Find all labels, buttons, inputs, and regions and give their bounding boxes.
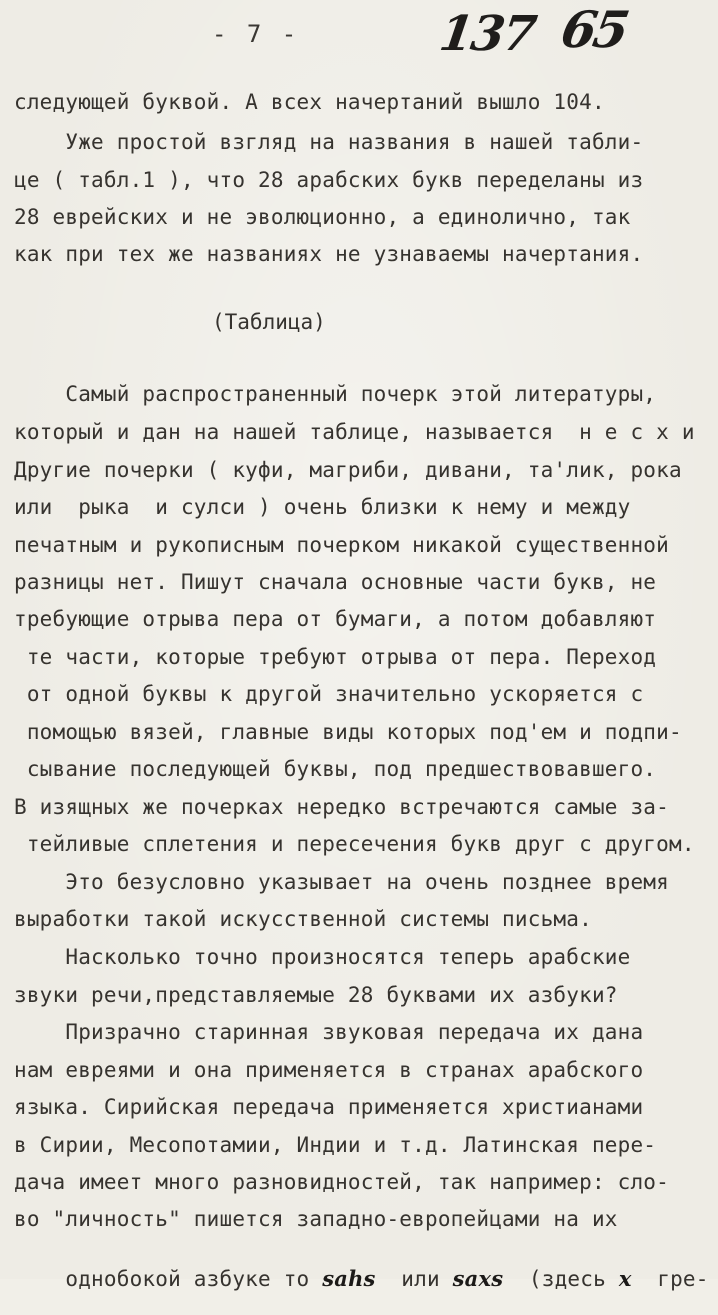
handwritten-folio-number: 65 xyxy=(556,0,631,59)
text-line: который и дан на нашей таблице, называется н е с х и xyxy=(14,420,695,444)
text-line: Насколько точно произносятся теперь арабские xyxy=(14,945,631,969)
text-line: во "личность" пишется западно-европейцами на их xyxy=(14,1207,618,1231)
text-line: сывание последующей буквы, под предшествовавшего. xyxy=(14,757,657,781)
last-line-or: или xyxy=(375,1267,453,1291)
text-line: выработки такой искусственной системы письма. xyxy=(14,907,592,931)
handwritten-word-sahs: sahs xyxy=(322,1266,376,1291)
text-line: следующей буквой. А всех начертаний вышло 104. xyxy=(14,90,605,114)
text-line: Уже простой взгляд на названия в нашей табли- xyxy=(14,130,644,154)
last-line-here: (здесь xyxy=(503,1267,619,1291)
text-line: звуки речи,представляемые 28 буквами их азбуки? xyxy=(14,983,618,1007)
text-line: дача имеет много разновидностей, так например: сло- xyxy=(14,1170,669,1194)
text-line: помощью вязей, главные виды которых под'ем и подпи- xyxy=(14,720,682,744)
last-line-start: однобокой азбуке то xyxy=(65,1267,323,1291)
last-line-end: гре- xyxy=(631,1267,709,1291)
text-line: печатным и рукописным почерком никакой существенной xyxy=(14,533,669,557)
text-line: нам евреями и она применяется в странах арабского xyxy=(14,1058,644,1082)
page-number: - 7 - xyxy=(212,20,300,48)
text-line: Призрачно старинная звуковая передача их дана xyxy=(14,1020,644,1044)
text-line: языка. Сирийская передача применяется христианами xyxy=(14,1095,644,1119)
text-line: от одной буквы к другой значительно ускоряется с xyxy=(14,682,644,706)
text-line: В изящных же почерках нередко встречаются самые за- xyxy=(14,795,669,819)
text-line: разницы нет. Пишут сначала основные части букв, не xyxy=(14,570,657,594)
text-line: тейливые сплетения и пересечения букв друг с другом. xyxy=(14,832,695,856)
text-line: те части, которые требуют отрыва от пера. Переход xyxy=(14,645,657,669)
text-line: це ( табл.1 ), что 28 арабских букв переделаны из xyxy=(14,168,644,192)
text-line: как при тех же названиях не узнаваемы начертания. xyxy=(14,242,644,266)
text-line: требующие отрыва пера от бумаги, а потом добавляют xyxy=(14,607,657,631)
handwritten-letter-x: x xyxy=(618,1266,632,1291)
text-line: Это безусловно указывает на очень позднее время xyxy=(14,870,669,894)
text-line: 28 еврейских и не эволюционно, а единолично, так xyxy=(14,205,631,229)
handwritten-archive-number: 137 xyxy=(436,6,539,62)
text-line: в Сирии, Месопотамии, Индии и т.д. Латинская пере- xyxy=(14,1133,657,1157)
table-caption: (Таблица) xyxy=(212,310,326,334)
text-line: или рыка и сулси ) очень близки к нему и между xyxy=(14,495,631,519)
text-line: Другие почерки ( куфи, магриби, дивани, та'лик, рока xyxy=(14,458,682,482)
text-line: Самый распространенный почерк этой литературы, xyxy=(14,382,657,406)
handwritten-word-saxs: saxs xyxy=(452,1266,504,1291)
